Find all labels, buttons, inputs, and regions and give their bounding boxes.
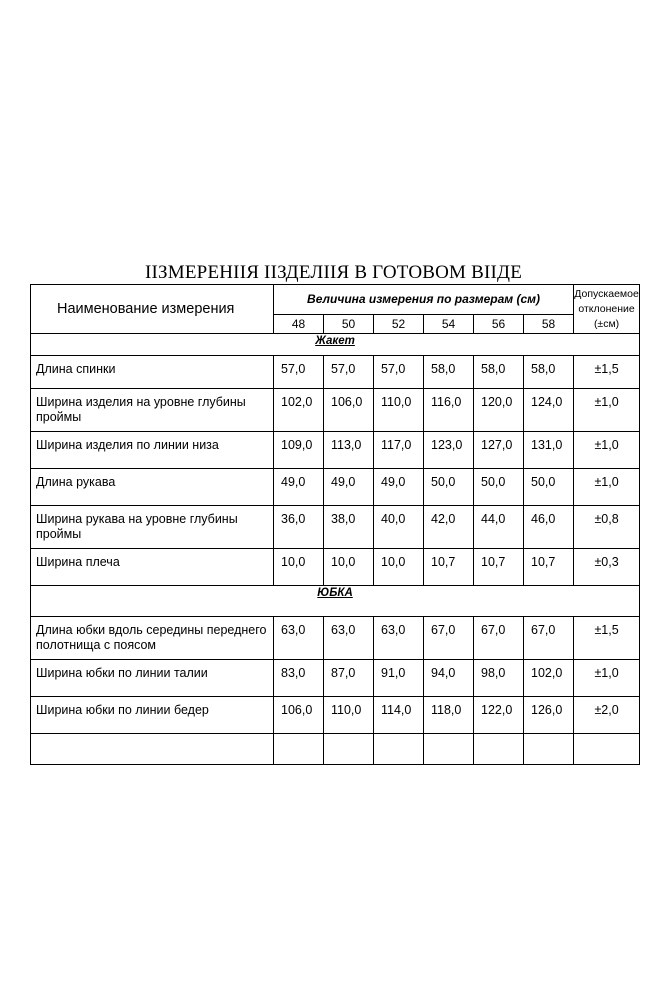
size-header: 48	[274, 315, 324, 334]
section-title-text: ЮБКА	[317, 587, 353, 599]
tolerance-value: ±1,5	[574, 617, 640, 660]
measurement-value: 110,0	[324, 697, 374, 734]
measurement-value: 94,0	[424, 660, 474, 697]
measurement-value: 113,0	[324, 432, 374, 469]
measurement-value: 122,0	[474, 697, 524, 734]
empty-cell	[324, 734, 374, 765]
measurement-value: 63,0	[274, 617, 324, 660]
empty-cell	[574, 734, 640, 765]
empty-cell	[274, 734, 324, 765]
tolerance-value: ±1,5	[574, 356, 640, 389]
measurement-name: Длина спинки	[31, 356, 274, 389]
section-title	[31, 586, 640, 617]
measurement-value: 10,7	[474, 549, 524, 586]
measurement-value: 106,0	[274, 697, 324, 734]
measurement-value: 57,0	[274, 356, 324, 389]
size-header: 52	[374, 315, 424, 334]
measurement-value: 127,0	[474, 432, 524, 469]
tolerance-value: ±1,0	[574, 660, 640, 697]
measurement-value: 117,0	[374, 432, 424, 469]
measurement-name: Ширина изделия по линии низа	[31, 432, 274, 469]
measurement-name: Ширина рукава на уровне глубины проймы	[31, 506, 274, 549]
measurement-value: 49,0	[274, 469, 324, 506]
empty-cell	[31, 734, 274, 765]
measurement-value: 50,0	[524, 469, 574, 506]
table-row	[31, 506, 640, 549]
table-row	[31, 617, 640, 660]
measurement-value: 120,0	[474, 389, 524, 432]
measurement-value: 50,0	[474, 469, 524, 506]
empty-row	[31, 734, 640, 765]
tolerance-column-header: Допускаемое отклонение (±см)	[574, 285, 640, 334]
size-header: 50	[324, 315, 374, 334]
table-row	[31, 697, 640, 734]
measurement-value: 42,0	[424, 506, 474, 549]
empty-cell	[374, 734, 424, 765]
measurement-value: 102,0	[524, 660, 574, 697]
tolerance-value: ±0,3	[574, 549, 640, 586]
measurement-value: 58,0	[424, 356, 474, 389]
name-column-header: Наименование измерения	[31, 285, 274, 334]
measurement-value: 10,7	[524, 549, 574, 586]
table-row	[31, 389, 640, 432]
measurement-name: Длина юбки вдоль середины переднего полотнища с поясом	[31, 617, 274, 660]
measurement-name: Ширина изделия на уровне глубины проймы	[31, 389, 274, 432]
tolerance-value: ±1,0	[574, 389, 640, 432]
table-row	[31, 432, 640, 469]
measurement-value: 110,0	[374, 389, 424, 432]
measurement-value: 46,0	[524, 506, 574, 549]
measurement-value: 63,0	[324, 617, 374, 660]
measurement-value: 67,0	[474, 617, 524, 660]
table-row	[31, 356, 640, 389]
table-row	[31, 660, 640, 697]
measurement-value: 87,0	[324, 660, 374, 697]
measurement-value: 114,0	[374, 697, 424, 734]
tolerance-value: ±1,0	[574, 432, 640, 469]
measurement-value: 116,0	[424, 389, 474, 432]
measurement-value: 58,0	[474, 356, 524, 389]
measurement-name: Длина рукава	[31, 469, 274, 506]
measurement-name: Ширина плеча	[31, 549, 274, 586]
measurement-value: 118,0	[424, 697, 474, 734]
measurement-name: Ширина юбки по линии талии	[31, 660, 274, 697]
measurement-value: 123,0	[424, 432, 474, 469]
size-header: 58	[524, 315, 574, 334]
measurement-value: 57,0	[324, 356, 374, 389]
measurement-value: 67,0	[424, 617, 474, 660]
measurement-value: 57,0	[374, 356, 424, 389]
section-row-skirt	[31, 586, 640, 617]
measurement-value: 58,0	[524, 356, 574, 389]
measurement-value: 124,0	[524, 389, 574, 432]
measurement-value: 10,7	[424, 549, 474, 586]
section-row-jacket	[31, 334, 640, 356]
tolerance-value: ±2,0	[574, 697, 640, 734]
measurement-value: 83,0	[274, 660, 324, 697]
measurement-value: 49,0	[374, 469, 424, 506]
measurement-value: 63,0	[374, 617, 424, 660]
tolerance-value: ±1,0	[574, 469, 640, 506]
measurement-value: 109,0	[274, 432, 324, 469]
size-header: 56	[474, 315, 524, 334]
measurement-table	[30, 284, 640, 765]
measurement-value: 106,0	[324, 389, 374, 432]
section-title-text: Жакет	[315, 335, 355, 347]
measurement-value: 10,0	[324, 549, 374, 586]
table-row	[31, 549, 640, 586]
measurement-value: 102,0	[274, 389, 324, 432]
measurement-value: 131,0	[524, 432, 574, 469]
measurement-value: 49,0	[324, 469, 374, 506]
header-row	[31, 285, 640, 315]
size-header: 54	[424, 315, 474, 334]
table-row	[31, 469, 640, 506]
measurement-value: 10,0	[374, 549, 424, 586]
measurement-value: 50,0	[424, 469, 474, 506]
measurement-value: 40,0	[374, 506, 424, 549]
empty-cell	[424, 734, 474, 765]
empty-cell	[524, 734, 574, 765]
measurement-value: 91,0	[374, 660, 424, 697]
section-title	[31, 334, 640, 356]
measurement-value: 67,0	[524, 617, 574, 660]
measurement-value: 44,0	[474, 506, 524, 549]
measurement-name: Ширина юбки по линии бедер	[31, 697, 274, 734]
size-group-header: Величина измерения по размерам (см)	[274, 285, 574, 315]
document-title: IIЗМЕРЕНIIЯ IIЗДЕЛIIЯ В ГОТОВОМ ВIIДЕ	[145, 262, 522, 283]
empty-cell	[474, 734, 524, 765]
measurement-value: 38,0	[324, 506, 374, 549]
measurement-value: 98,0	[474, 660, 524, 697]
measurement-value: 126,0	[524, 697, 574, 734]
measurement-value: 36,0	[274, 506, 324, 549]
measurement-value: 10,0	[274, 549, 324, 586]
tolerance-value: ±0,8	[574, 506, 640, 549]
